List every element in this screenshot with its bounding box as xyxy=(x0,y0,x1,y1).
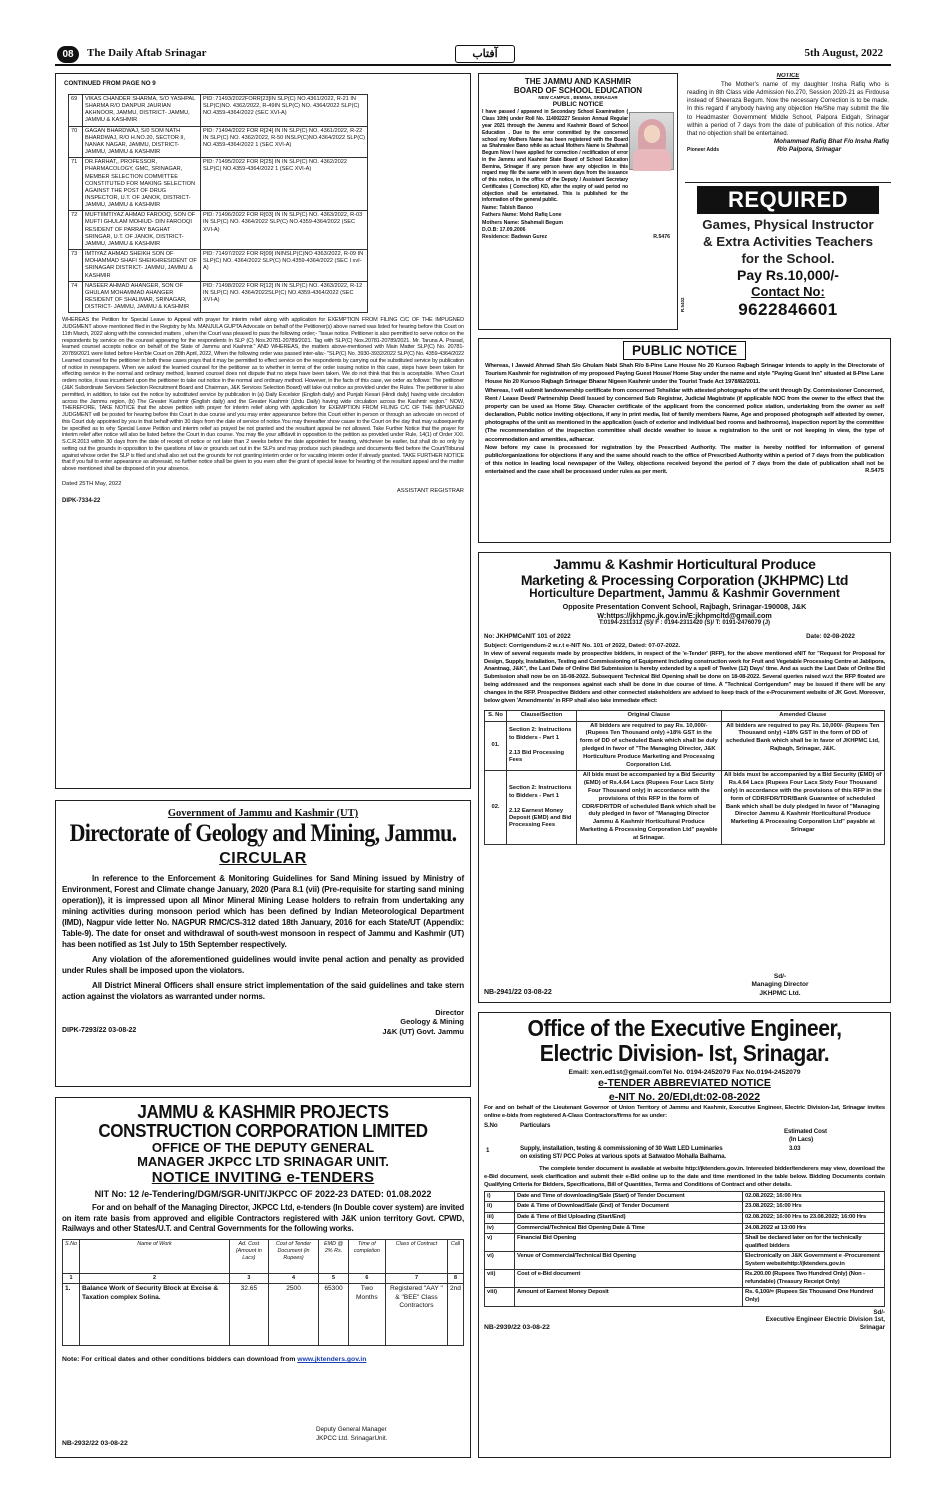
bose-ref: R.5476 xyxy=(653,234,670,241)
date-row-label: Venue of Commercial/Technical Bid Opening xyxy=(515,1252,743,1270)
jkhpmc-address: Opposite Presentation Convent School, Rajbagh, Srinagar-190008, J&K xyxy=(562,601,807,611)
date-row-label: Financial Bid Opening xyxy=(515,1234,743,1252)
date-row-value: Rs.200.00 (Rupees Two Hundred Only) (Non -refundable) (Treasury Receipt Only) xyxy=(743,1270,885,1288)
column-header: EMD @ 2% Rs. xyxy=(319,1240,349,1274)
jkhpmc-subject: Subject: Corrigendum-2 w.r.t e-NIT No. 101 of 2022, Dated: 07-07-2022. xyxy=(484,643,681,650)
column-number: 8 xyxy=(447,1274,463,1284)
exec-item-no: 1 xyxy=(486,1146,490,1154)
table-row xyxy=(69,94,368,126)
jkpcc-url-link[interactable]: www.jktenders.gov.in xyxy=(297,1356,367,1364)
court-ref: DIPK-7334-22 xyxy=(62,497,101,504)
jkhpmc-web: W:https://jkhpmc.jk.gov.in/E:jkhpmcltd@gmail.com xyxy=(597,611,772,621)
jkpcc-title-5: NOTICE INVITING e-TENDERS xyxy=(151,1169,375,1187)
column-header: Name of Work xyxy=(79,1240,229,1274)
date-row-label: Commercial/Technical Bid Opening Date & Time xyxy=(515,1223,743,1234)
respondent-pid: PID: 71495/2022 FOR R[25] IN IN SLP(C) NO. 4362/2022 SLP(C) NO.4359-4364/2022 1 (SEC XVI-A) xyxy=(201,158,368,211)
date-row-no: iii) xyxy=(485,1213,515,1224)
exec-head-cost: Estimated Cost xyxy=(784,1127,827,1135)
exec-sig-1: Sd/- xyxy=(873,1308,885,1316)
jkhpmc-title-2: Marketing & Processing Corporation (JKHPMC) Ltd xyxy=(520,572,849,589)
applicant-photo xyxy=(629,112,674,170)
column-number: 4 xyxy=(268,1274,318,1284)
geology-para-2: Any violation of the aforementioned guidelines would invite penal action and penalty as provided under Rules shall be imposed upon the violators. xyxy=(62,954,464,975)
pioneer-adds: Pioneer Adds xyxy=(687,147,720,154)
bose-notice xyxy=(478,73,678,330)
jkpcc-nit: NIT No: 12 /e-Tendering/DGM/SGR-UNIT/JKPCC OF 2022-23 DATED: 01.08.2022 xyxy=(94,1189,432,1200)
required-ad xyxy=(685,186,891,329)
date-row-label: Amount of Earnest Money Deposit xyxy=(515,1288,743,1306)
date-row-value: 24.08.2022 at 13:00 Hrs xyxy=(743,1223,885,1234)
jkhpmc-body: In view of several requests made by prospective bidders, in respect of the 'e-Tender' (RFP), for the above mentioned eNIT for "Request for Proposal for Design, Supply, Installation, Testing and Commissioning of Equipment Including construction work for Fruit and Vegetable Processing Centre at Jablipora, Anantnag, J&K", the Last Date of Online Bid Submission is hereby extended by a spell of Twelve (12) Days' time. And as such the Last Date of Online Bid Submission shall now be on 16-08-2022. Subsequent Technical Bid Opening shall be done on 18-08-2022. Several queries raised w.r.t the RFP floated are being addressed and the responses against each shall be done in due course of time. A "Technical Corrigendum" may be issued if there will be any changes in the RFP. Prospective Bidders and other connected stakeholders are advised to keep track of the e-Procurement website of JK Govt. Moreover, below given 'Amendments' in RFP shall also take immediate effect: xyxy=(484,650,885,705)
row-number: 72 xyxy=(69,211,83,250)
bose-dob: D.O.B: 17.09.2006 xyxy=(482,227,526,233)
jkhpmc-sig-2: Managing Director xyxy=(751,981,809,989)
homestay-ref: R.5475 xyxy=(865,468,884,475)
row-number: 74 xyxy=(69,281,83,313)
bose-body: I have passed / appeared in Secondary School Examination ( Class 10th) under Roll No. 114002227 Session Annual Regular year 2021 through the Jammu and Kashmir Board of School Education . Due to the error committed by the concerned school my Mothers Name has been registered with the Board as Shahmalee Bano while as actual Mothers Name is Shahmali Begum Now I have applied for correction / rectification of error in the Jammu and Kashmir State Board of School Education Bemina, Srinagar if any person have any objection in this regard may file the same with in seven days from the issuance of this notice, in the office of the Deputy / Assistant Secretary Certificates ( Correction) KD, after the expiry of said period no objection shall be entertained. This is published for the information of the general public. xyxy=(482,109,628,204)
exec-sig-2: Executive Engineer Electric Division 1st, xyxy=(765,1316,885,1324)
date-row-value: 02.08.2022; 16:00 Hrs xyxy=(743,1191,885,1202)
required-line-3: for the School. xyxy=(741,250,835,266)
newspaper-name: The Daily Aftab Srinagar xyxy=(87,47,207,59)
date-row-value: 02.08.2022; 16:00 Hrs to 23.08.2022; 16:00 Hrs xyxy=(743,1213,885,1224)
table-row xyxy=(485,1288,885,1306)
table-row xyxy=(485,1213,885,1224)
page-number: 08 xyxy=(57,46,79,63)
geology-sig-1: Director xyxy=(435,1007,464,1017)
exec-head-particulars: Particulars xyxy=(520,1121,551,1129)
exec-para: The complete tender document is available at website http://jktenders.gov.in. Interested bidder/tenderers may view, download the e-Bid document, seek clarification and submit their e-Bid online up to the date and time mentioned in the table below. Bidding Documents contain Qualifying Criteria for Bidders, Specifications, Bill of Quantities, Terms and Conditions of Contract and other details. xyxy=(484,1165,885,1188)
table-row xyxy=(485,1202,885,1213)
jkhpmc-amend-table xyxy=(484,710,885,845)
respondent-pid: PID: 71494/2022 FOR R[24] IN IN SLP(C) NO. 4361/2022, R-22 IN SLP(C) NO. 4362/2022, R-50 INSLP(C)NO.4364/2022 SLP(C) NO.4359-4364/2022 1 (SEC XVI-A) xyxy=(201,126,368,158)
jkpcc-sig-2: JKPCC Ltd. SrinagarUnit. xyxy=(316,1435,388,1442)
respondent-name: IMTIYAZ AHMAD SHEIKH SON OF MOHAMMAD SHAFI SHEIKHRESIDENT OF SRINAGAR DISTRICT- JAMMU, JAMMU & KASHMIR xyxy=(83,250,201,282)
exec-item-cost: 3.03 xyxy=(789,1144,801,1152)
required-phone: 9622846601 xyxy=(738,299,838,319)
column-header: Cost of Tender Document (in Rupees) xyxy=(268,1240,318,1274)
exec-ref: NB-2939/22 03-08-22 xyxy=(484,1324,550,1332)
required-pay: Pay Rs.10,000/- xyxy=(737,267,839,284)
correction-address: R/o Palpora, Srinagar xyxy=(777,146,842,154)
respondent-pid: PID: 71493/2022FORR[23]IN SLP(C) NO.4361/2022, R-21 IN SLP(C)NO. 4362/2022, R-49IN SLP(C) NO. 4364/2022 SLP(C) NO.4359-4364/2022 (SEC XVI-A) xyxy=(201,94,368,126)
amend-original: All bids must be accompanied by a Bid Security (EMD) of Rs.4.64 Lacs (Rupees Four Lacs Sixty Four Thousand only) in accordance with the provisions of this RFP in the form of CDR/FDR/TDR of scheduled Bank which shall be duly pledged in favor of "Managing Director Jammu & Kashmir Horticultural Produce Marketing & Processing Corporation Ltd" payable at Srinagar. xyxy=(577,771,722,844)
table-row xyxy=(63,1284,464,1346)
work-cost: 32.65 xyxy=(229,1284,268,1346)
bose-title-1: THE JAMMU AND KASHMIR xyxy=(524,77,632,86)
column-header: S.No xyxy=(63,1240,80,1274)
exec-head-lacs: (In Lacs) xyxy=(789,1135,814,1143)
date-row-value: Shall be declared later on for the technically qualified bidders xyxy=(743,1234,885,1252)
column-number: 1 xyxy=(63,1274,80,1284)
date-row-label: Date and Time of downloading/Sale (Start) of Tender Document xyxy=(515,1191,743,1202)
exec-head-sno: S.No xyxy=(484,1121,498,1129)
bose-father: Fathers Name: Mohd Rafiq Lone xyxy=(482,212,562,219)
correction-notice xyxy=(685,73,891,181)
bose-title-4: PUBLIC NOTICE xyxy=(552,101,604,109)
exec-email: Email: xen.ed1st@gmail.comTel No. 0194-2452079 Fax No.0194-2452079 xyxy=(568,1068,801,1076)
court-notice xyxy=(55,73,471,789)
side-ref: R.5402 xyxy=(680,297,685,312)
jkpcc-tender xyxy=(55,1097,471,1458)
bose-mother: Mothers Name: Shahmali Begum xyxy=(482,219,563,226)
column-number: 2 xyxy=(79,1274,229,1284)
continued-label: CONTINUED FROM PAGE NO 9 xyxy=(64,80,156,87)
geology-ref: DIPK-7293/22 03-08-22 xyxy=(62,1026,137,1034)
required-line-1: Games, Physical Instructor xyxy=(702,217,874,232)
court-dated: Dated 25TH May, 2022 xyxy=(62,480,122,487)
table-row xyxy=(485,1191,885,1202)
table-row xyxy=(69,126,368,158)
jkhpmc-corrigendum xyxy=(478,552,891,1003)
jkpcc-title-1: JAMMU & KASHMIR PROJECTS xyxy=(137,1101,389,1122)
row-number: 69 xyxy=(69,94,83,126)
jkpcc-sig-1: Deputy General Manager xyxy=(316,1426,387,1433)
table-row xyxy=(69,250,368,282)
table-row xyxy=(485,1270,885,1288)
bose-residence: Residence: Badwan Gurez xyxy=(482,234,548,241)
column-header: Original Clause xyxy=(577,711,722,721)
amend-new: All bidders are required to pay Rs. 10,000/- (Rupees Ten Thousand only) +18% GST in the form of DD of scheduled Bank which shall be in favor of JKHPMC Ltd, Rajbagh, Srinagar, J&K. xyxy=(721,721,884,771)
respondent-pid: PID: 71496/2022 FOR R[03] IN IN SLP(C) NO. 4363/2022, R-03 IN SLP(C) NO. 4364/2022 SLP(C) NO.4359-4364/2022 (SEC XVI-A) xyxy=(201,211,368,250)
work-doc-cost: 2500 xyxy=(268,1284,318,1346)
amend-original: All bidders are required to pay Rs. 10,000/- (Rupees Ten Thousand only) +18% GST in the form of DD of scheduled Bank which shall be duly pledged in favor of "The Managing Director, J&K Horticulture Produce Marketing and Processing Corporation Ltd. xyxy=(577,721,722,771)
geology-sig-2: Geology & Mining xyxy=(400,1017,464,1027)
divider xyxy=(685,182,891,183)
correction-title: NOTICE xyxy=(776,73,800,79)
jkhpmc-sig-3: JKHPMC Ltd. xyxy=(759,989,801,997)
jkhpmc-sig-1: Sd/- xyxy=(773,973,787,980)
date-row-no: viii) xyxy=(485,1288,515,1306)
homestay-para-1: Whereas, I Jawaid Ahmad Shah S/o Ghulam Nabi Shah R/o 8-Pine Lane House No 20 Kursoo Rajbagh Srinagar intends to apply in the Directorate of Tourism Kashmir for registration of my proposed Paying Guest House/ Home Stay under the name and style "Paying Guest Inn" situated at 8-Pine Lane House No 20 Kursoo Rajbagh Srinagar Bharar Nigeen Kashmir under the Tourist Trade Act 1978/82/2011. xyxy=(485,363,884,386)
respondent-name: NASEER AHMAD AHANGER, SON OF GHULAM MOHAMMAD AHANGER RESIDENT OF SHALIMAR, SRINAGAR, DISTRICT- JAMMU, JAMMU & KASHMIR xyxy=(83,281,201,313)
column-header: S. No xyxy=(485,711,507,721)
jkhpmc-nit: No: JKHPMCeNIT 101 of 2022 xyxy=(484,633,571,641)
date-row-no: iv) xyxy=(485,1223,515,1234)
exec-item: Supply, installation, testing & commissioning of 30 Watt LED Luminaries on existing ST/ PCC Poles at various spots at Satwatoo Mohalla Balhama. xyxy=(520,1144,726,1161)
row-number: 73 xyxy=(69,250,83,282)
page-header xyxy=(55,44,891,66)
geology-govt: Government of Jammu and Kashmir (UT) xyxy=(167,808,359,819)
column-header: Time of completion xyxy=(348,1240,385,1274)
table-row xyxy=(485,771,885,844)
work-name: Balance Work of Security Block at Excise & Taxation complex Solina. xyxy=(79,1284,229,1346)
date-row-label: Date & Time of Bid Uploading (Start/End) xyxy=(515,1213,743,1224)
correction-sig: Mohammad Rafiq Bhat F/o Insha Rafiq xyxy=(773,138,889,146)
jkhpmc-date: Date: 02-08-2022 xyxy=(806,633,855,641)
work-sno: 1. xyxy=(63,1284,80,1346)
jkpcc-title-2: CONSTRUCTION CORPORATION LIMITED xyxy=(98,1120,428,1142)
issue-date: 5th August, 2022 xyxy=(804,47,883,59)
column-number: 3 xyxy=(229,1274,268,1284)
column-number: 6 xyxy=(348,1274,385,1284)
homestay-para-3: Now before my case is processed for registration by the Prescribed Authority. The matter is hereby notified for information of general public/organizations for objections if any and the same should reach to the office of Prescribed Authority within a period of 7 days from the publication of this notice in leading local newspaper of the Valley, objections received beyond the period of 7 days from the date of publication shall not be entertained and the case shall be processed under rules as per merit. xyxy=(485,444,884,476)
respondent-pid: PID: 71498/2022 FOR R[12] IN IN SLP(C) NO. 4363/2022, R-12 IN SLP(C) NO. 4364/2022SLP(C) NO.4359-4364/2022 (SEC XVI-A) xyxy=(201,281,368,313)
jkpcc-works-table xyxy=(62,1239,464,1346)
amend-sno: 01. xyxy=(485,721,507,771)
jkpcc-title-3: OFFICE OF THE DEPUTY GENERAL xyxy=(151,1139,375,1155)
bose-title-3: NEW CAMPUS , BEMINA, SRINAGAR xyxy=(538,95,618,101)
respondent-name: VIKAS CHANDER SHARMA, S/O YASHPAL SHARMA R/O DANPUR JAURIAN AKHNOOR, JAMMU, DISTRICT- JAMMU, JAMMU & KASHMIR xyxy=(83,94,201,126)
exec-dates-table xyxy=(484,1191,885,1307)
exec-title-2: Electric Division- Ist, Srinagar. xyxy=(539,1040,830,1067)
jkhpmc-ref: NB-2941/22 03-08-22 xyxy=(484,989,552,996)
required-contact: Contact No: xyxy=(751,284,825,300)
jkhpmc-title-3: Horticulture Department, Jammu & Kashmir Government xyxy=(529,588,840,601)
amend-clause: Section 2: Instructions to Bidders - Part 1 2.12 Earnest Money Deposit (EMD) and Bid Processing Fees xyxy=(507,771,577,844)
date-row-no: v) xyxy=(485,1234,515,1252)
table-row xyxy=(69,281,368,313)
jkpcc-para: For and on behalf of the Managing Director, JKPCC Ltd, e-tenders (In Double cover system) are invited on item rate basis from approved and eligible Contractors registered with J&K union territory Govt. CPWD, Railways and other States/U.T. and Central Governments for the following works. xyxy=(62,1202,464,1234)
table-row xyxy=(485,721,885,771)
exec-title-4: e-NIT No. 20/EDI,dt:02-08-2022 xyxy=(608,1091,761,1104)
date-row-value: 23.08.2022; 16:00 Hrs xyxy=(743,1202,885,1213)
geology-circular xyxy=(55,800,471,1087)
row-number: 71 xyxy=(69,158,83,211)
exec-sig-3: Srinagar xyxy=(859,1324,885,1332)
jkpcc-ref: NB-2932/22 03-08-22 xyxy=(62,1440,128,1447)
table-row xyxy=(485,1252,885,1270)
amend-sno: 02. xyxy=(485,771,507,844)
required-title: REQUIRED xyxy=(697,186,879,214)
bose-title-2: BOARD OF SCHOOL EDUCATION xyxy=(513,86,643,96)
column-header: Clause/Section xyxy=(507,711,577,721)
homestay-public-notice xyxy=(478,338,891,543)
respondent-name: MUFTIIMTIYAZ AHMAD FAROOQ, SON OF MUFTI GHULAM MOHIUD- DIN FAROOQI RESIDENT OF PARRAY BAGHAT SRINGAR, U.T. OF JANOK, DISTRICT- JAMMU, JAMMU & KASHMIR xyxy=(83,211,201,250)
respondent-name: DR.FARHAT,, PROFESSOR, PHARMACOLOGY, GMC, SRINAGAR, MEMBER SELECTION COMMITTEE CONSTITUTED FOR MAKING SELECTION AGAINST THE POST OF DRUG INSPECTOR, U.T. OF JANOK, DISTRICT- JAMMU, JAMMU & KASHMIR xyxy=(83,158,201,211)
geology-sig-3: J&K (UT) Govt. Jammu xyxy=(382,1026,464,1036)
date-row-label: Cost of e-Bid document xyxy=(515,1270,743,1288)
date-row-no: ii) xyxy=(485,1202,515,1213)
exec-title-1: Office of the Executive Engineer, xyxy=(527,1015,842,1041)
jkhpmc-phone: T:0194-2311312 (S)/ F : 0194-2311420 (S)/ T: 0191-2476079 (J) xyxy=(598,620,771,627)
jkhpmc-title-1: Jammu & Kashmir Horticultural Produce xyxy=(553,556,816,572)
date-row-no: vii) xyxy=(485,1270,515,1288)
executive-engineer-tender xyxy=(478,1012,891,1458)
respondent-name: GAGAN BHARDWAJ, S/0 SOM NATH BHARDWAJ, R/O H.NO.20, SECTOR II, NANAK NAGAR, JAMMU, DISTRICT- JAMMU, JAMMU & KASHMIR xyxy=(83,126,201,158)
exec-title-3: e-TENDER ABBREVIATED NOTICE xyxy=(598,1077,771,1090)
exec-intro: For and on behalf of the Lieutenant Governor of Union Territory of Jammu and Kashmir, Executive Engineer, Electric Division-1st, Srinagar invites online e-bids from registered A-Class Contractors/firms for as under: xyxy=(484,1104,885,1119)
correction-body: The Mother's name of my daughter Insha Rafiq who is reading in 8th Class vide Admission No.270, Session 2020-21 as Firdousa instead of Sheeraza Begum. Now the necessary Correction is to be made. In this regard if anybody having any objection He/She may submit the file to Headmaster Government Middle School, Palpora Eidgah, Srinagar within a period of 7 days from the date of publication of this notice. After that no objection shall be entertained. xyxy=(687,80,889,137)
table-row xyxy=(485,1234,885,1252)
column-header: Call xyxy=(447,1240,463,1274)
geology-para-1: In reference to the Enforcement & Monitoring Guidelines for Sand Mining issued by Ministry of Environment, Forest and Climate change January, 2020 (Para 8.1 (vii) (Pre-requisite for starting sand mining operation)), it is impressed upon all Minor Mineral Mining Lease holders to refrain from undertaking any mining activities during monsoon period which has been defined by Indian Meteorological Department (IMD), Nagpur vide letter No. NAGPUR RMC/CS-312 dated 18th January, 2016 for each State/UT (Appendix: Table-9). The date for onset and withdrawal of south-west monsoon in respect of Jammu and Kashmir (UT) has been notified as 1st July to 15th September respectively. xyxy=(62,873,464,949)
amend-new: All bids must be accompanied by a Bid Security (EMD) of Rs.4.64 Lacs (Rupees Four Lacs Sixty Four Thousand only) in accordance with the provisions of this RFP in the form of CDR/FDR/TDR/Bank Guarantee of scheduled Bank which shall be duly pledged in favor of "Managing Director Jammu & Kashmir Horticultural Produce Marketing & Processing Corporation Ltd" payable at Srinagar xyxy=(721,771,884,844)
column-header: Class of Contract xyxy=(385,1240,447,1274)
newspaper-logo: آفتاب xyxy=(455,45,515,63)
date-row-label: Date & Time of Download/Sale (End) of Tender Document xyxy=(515,1202,743,1213)
row-number: 70 xyxy=(69,126,83,158)
geology-circular-label: CIRCULAR xyxy=(219,850,307,868)
jkpcc-title-4: MANAGER JKPCC LTD SRINAGAR UNIT. xyxy=(137,1154,389,1170)
court-body: WHEREAS the Petition for Special Leave to Appeal with prayer for interim relief along with application for EXEMPTION FROM FILING C/C OF THE IMPUGNED JUDGMENT above mentioned filed in the Registry by Ms. MANJULA GUPTA Advocate on behalf of the Petitioner(s) above named was listed for hearing before this Court on 11th March, 2022 along with the connected matters , when the Court was pleased to pass the following order;- "Issue notice. Petitioner is also permitted to serve notice on the respondents by service on the counsel appearing for the respondents In SLP (C) Nos.20781-20789/2021. Tag with SLP(C) Nos.20781-20789/2021. Mr. Taruna A. Prasad, learned counsel accepts notice on behalf of the State of Jammu and Kashmir." AND WHEREAS, the matters above-mentioned with Main Matter SLP(C) No. 20781-20789/2021 were listed before Hon'ble Court on 28th April, 2022, When the following order was passed inter-alia:- "SLP(C) No. 3930-3932/2022 SLP(C) No. 4359-4364/2022 Learned counsel for the petitioner in both these cases prays that it may be permitted to effect service on the respondents by carrying out the substituted service by publication of notice in newspapers. When we asked the learned counsel for the petitioner as to whether in terms of the order issuing notice in this case, steps have been taken for effecting service in the normal and ordinary method, learned counsel does not dispute that no steps have been taken. We do not think that this is acceptable. When Court orders notice, it was incumbent upon the petitioner to take out notice in the normal and ordinary method. However, in the facts of this case, we order as follows: The petitioner (J&K Subordinate Services Selection Recruitment Board and Chairman, J&K Services Selection Board) will take out notice as provided under the Rules. The petitioner is also permitted, in addition, to take out the notice by substituted service by publication in (a) Daily Excelsior (English daily) and Punjab Kesari (Hindi daily) having wide circulation across the Jammu region, (b) The Greater Kashmir (English daily) and the Greater Kashmir (Urdu Daily) having wide circulation across the Kashmir region." NOW, THEREFORE, TAKE NOTICE that the above petition with prayer for interim relief along with application for EXEMPTION FROM FILING C/C OF THE IMPUGNED JUDGMENT will be posted for hearing before this Court in due course and you may enter appearance before this Court either in person or through an advocate on record of this Court duly appointed by you in that behalf within 30 days from the date of service of notice.You may thereafter show cause to the Court on the day that may subsequently be specified as to why Special Leave Petition and interim relief as prayed be not granted and the resultant appeal be not allowed. Take Further Notice that the prayer for interim relief after notice will also be listed before the Court in duo course. You may file your affidavit in opposition to the petition as provided under Rule, 14(1) of Order XXI. S.C.R.2013 within 30 days from the date of receipt of notice or not later than 2 weeks before the date appointed for hearing, whichever be earlier, but shall do so only by setting out the grounds in opposition to the questions of law or grounds set out in the SLPs and may produce such pleadings and documents filed before the Court/Tribunal against whose order the SLP is filed and shall also set out the grounds for not granting interim order or for vacating interim order if already granted. TAKE FURTHER NOTICE that if you fail to enter appearance as aforesaid, no further notice shall be given to you even after the grant of special leave for hearting of the resultant appeal and the matter above mentioned shall be disposed of in your absence. xyxy=(62,317,464,473)
table-row xyxy=(69,158,368,211)
work-class: Registered "AAY " & "BEE" Class Contractors xyxy=(385,1284,447,1346)
court-signer: ASSISTANT REGISTRAR xyxy=(396,488,464,495)
geology-title: Directorate of Geology and Mining, Jammu. xyxy=(69,820,457,848)
homestay-title: PUBLIC NOTICE xyxy=(623,341,746,360)
date-row-no: vi) xyxy=(485,1252,515,1270)
column-header: Ad. Cost (Amount in Lacs) xyxy=(229,1240,268,1274)
column-number: 7 xyxy=(385,1274,447,1284)
table-row xyxy=(69,211,368,250)
homestay-para-2: Whereas, I will submit landownership certificate from concerned Tehsildar with attested photographs of the unit through Dy. Commissioner Concerned, Rent / Lease Deed/ Partnership Deed/ Issued by concerned Sub Registrar, Judicial Magistrate (if applicable NOC from the owner to the effect that the property can be used as Home Stay. Character certificate of the applicant from the concerned police station, undertaking from the owner as self declaration, Public notice inviting objections, if any in print media, list of family members Name, Age and proposed photograph self attested by owner, photographs of the unit as mentioned in the application (each of exterior and individual bed rooms and bathrooms), inspection report by the committee (The recommendation of the inspection committee shall decide weather to issue a registration to the unit or not keeping in view, the type of accommodation and amenities, adharcar. xyxy=(485,387,884,443)
date-row-value: Rs. 6,100/= (Rupees Six Thousand One Hundred Only) xyxy=(743,1288,885,1306)
bose-name: Name: Tabish Banoo xyxy=(482,205,534,212)
column-header: Amended Clause xyxy=(721,711,884,721)
required-line-2: & Extra Activities Teachers xyxy=(703,233,873,249)
respondent-pid: PID: 71497/2022 FOR R[09] ININSLP(C)NO 4363/2022, R-09 IN SLP(C) NO. 4364/2022 SLP(C) NO.4359-4364/2022 (SEC I xvI-A) xyxy=(201,250,368,282)
work-emd: 65300 xyxy=(319,1284,349,1346)
jkpcc-note: Note: For critical dates and other conditions bidders can download from xyxy=(62,1356,296,1364)
work-call: 2nd xyxy=(447,1284,463,1346)
work-time: Two Months xyxy=(348,1284,385,1346)
column-number: 5 xyxy=(319,1274,349,1284)
table-row xyxy=(485,1223,885,1234)
date-row-value: Electronically on J&K Government e -Procurement System websitehttp://jktenders.gov.in xyxy=(743,1252,885,1270)
geology-para-3: All District Mineral Officers shall ensure strict implementation of the said guidelines and take stern action against the violators as warranted under norms. xyxy=(62,980,464,1001)
date-row-no: i) xyxy=(485,1191,515,1202)
respondents-table xyxy=(68,94,368,313)
amend-clause: Section 2: Instructions to Bidders - Part 1 2.13 Bid Processing Fees xyxy=(507,721,577,771)
